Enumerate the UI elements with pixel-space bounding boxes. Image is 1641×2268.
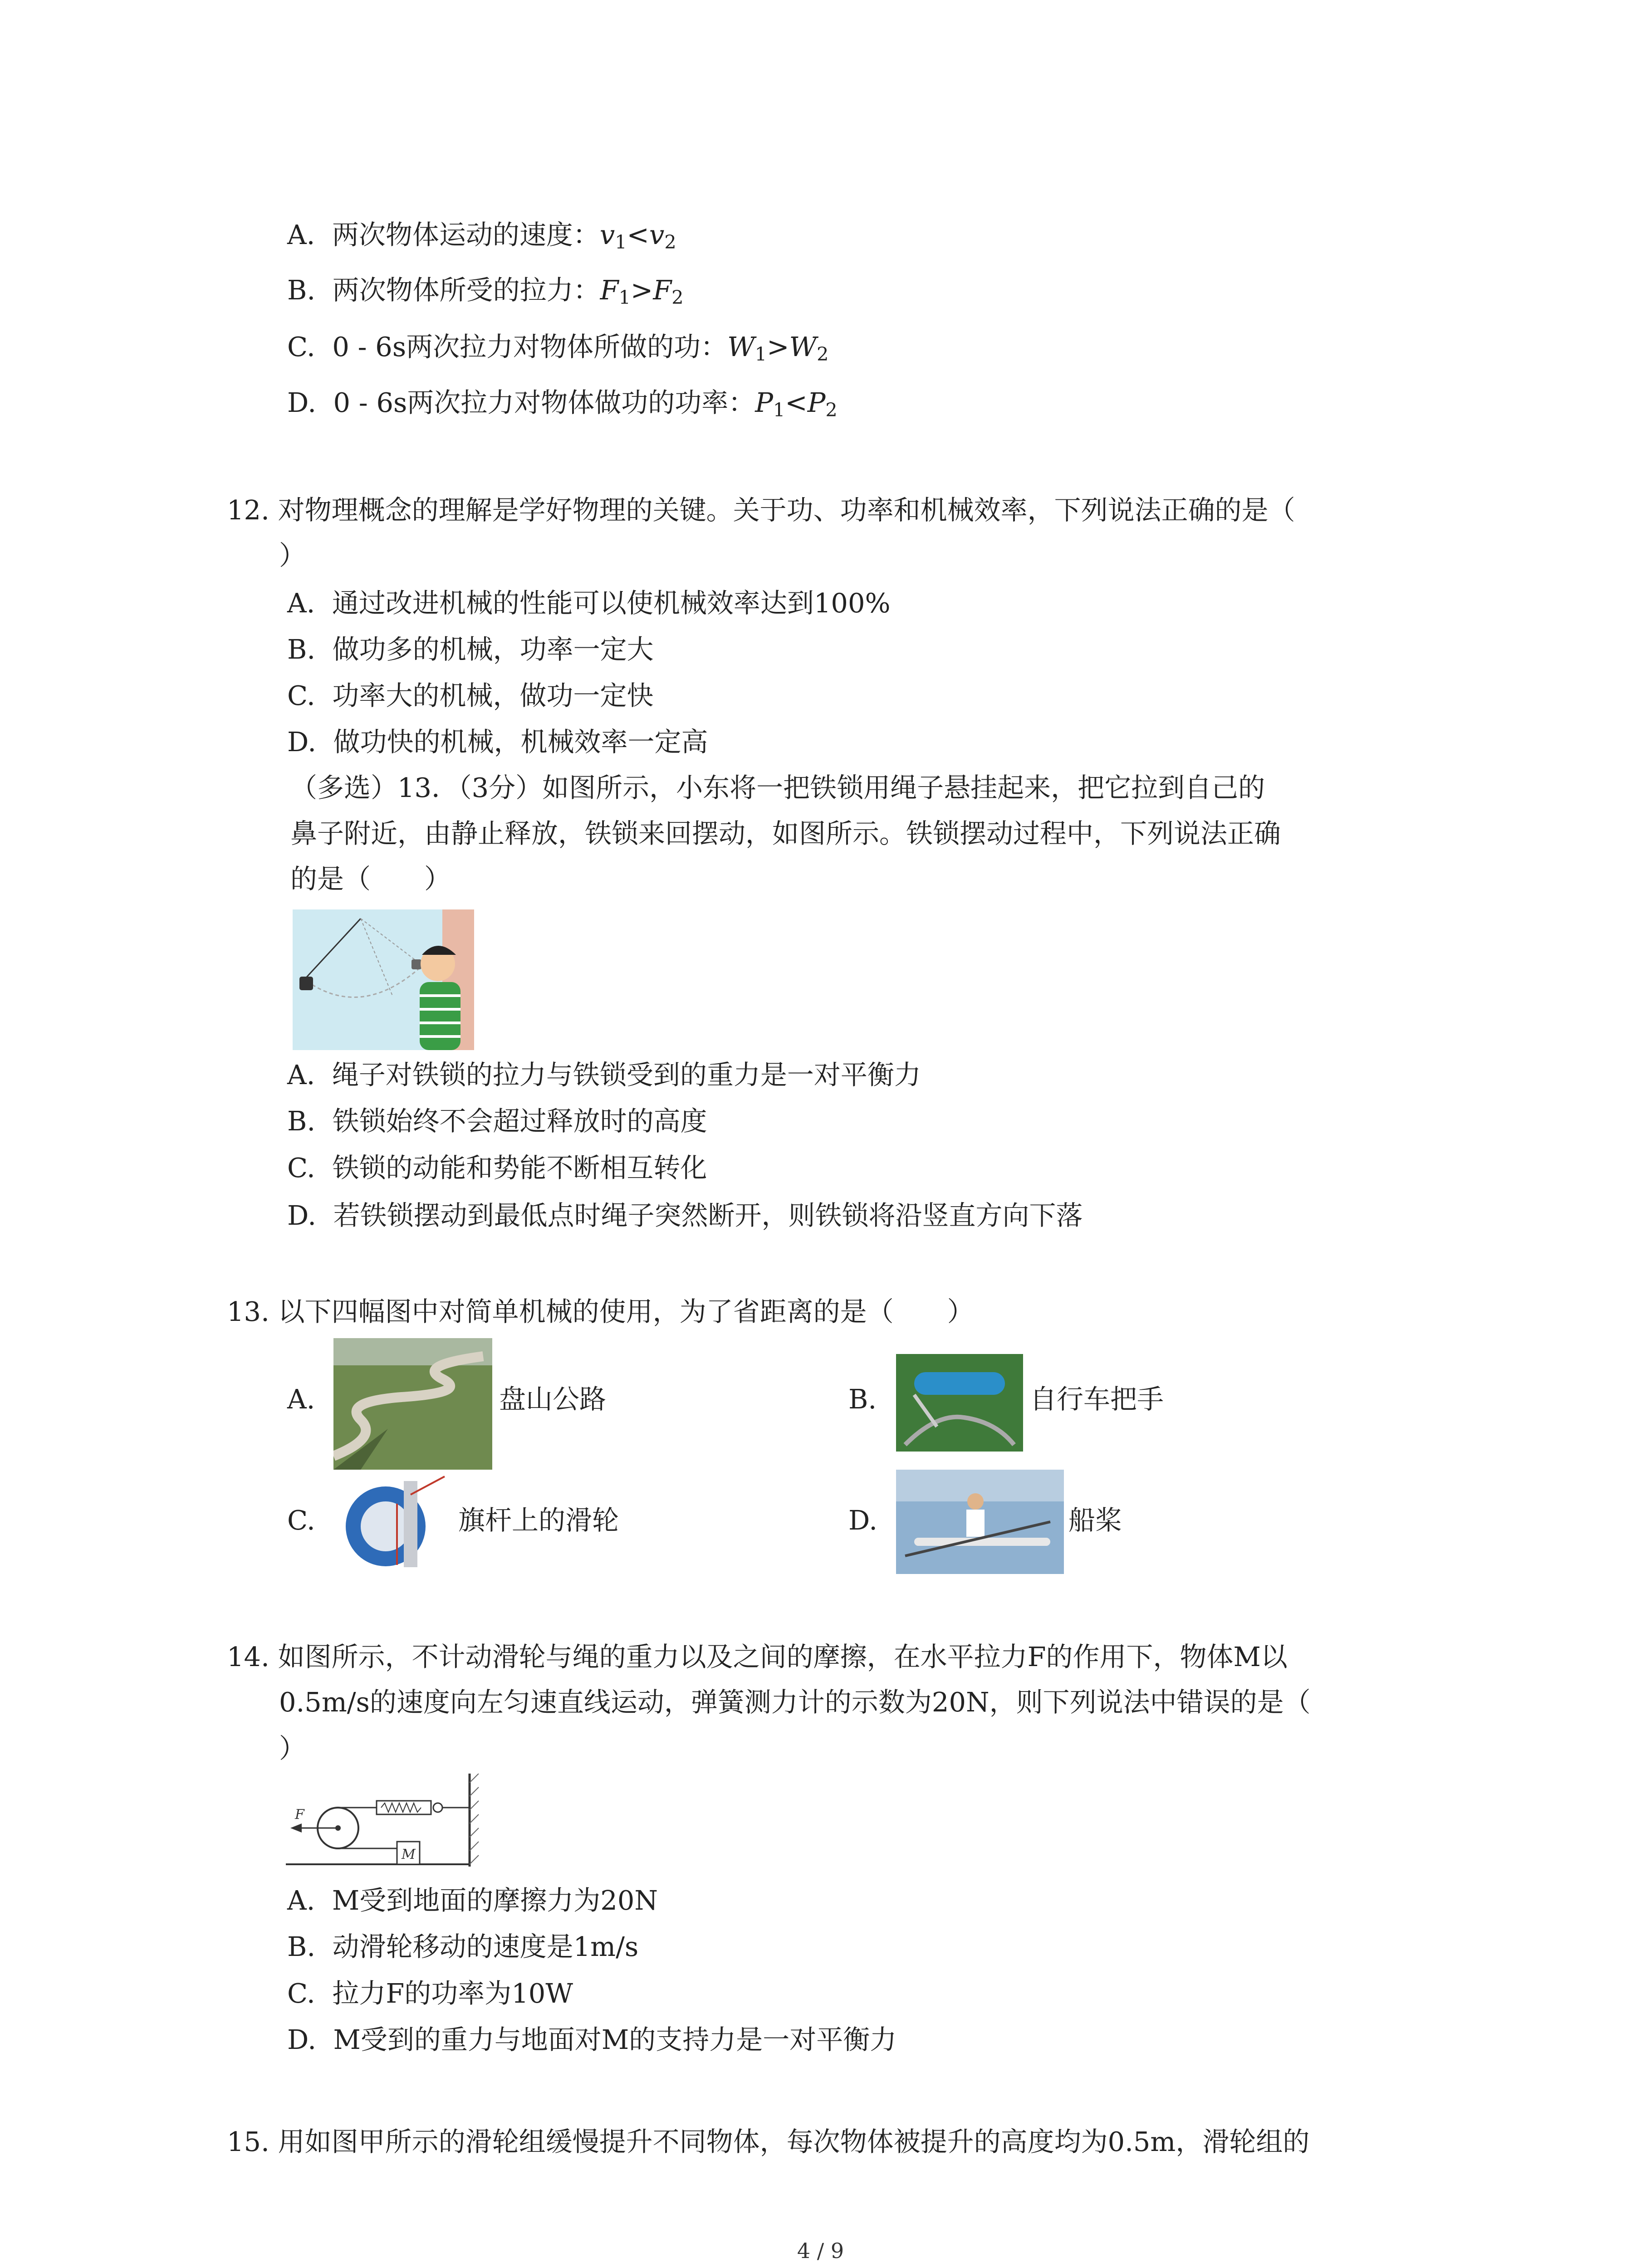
page-number: 4 / 9 (797, 2239, 844, 2263)
q13-multi-option-c: C. 铁锁的动能和势能不断相互转化 (287, 1152, 707, 1183)
q13-option-c-label: 旗杆上的滑轮 (458, 1505, 619, 1536)
q12-option-b: B. 做功多的机械，功率一定大 (287, 634, 654, 665)
q12-stem-line1: 12. 对物理概念的理解是学好物理的关键。关于功、功率和机械效率，下列说法正确的是（ (227, 494, 1295, 526)
q12-option-d: D. 做功快的机械，机械效率一定高 (287, 726, 708, 758)
pendulum-lock-figure (293, 909, 474, 1050)
figure-label-m: M (402, 1847, 416, 1862)
q14-stem-line1: 14. 如图所示，不计动滑轮与绳的重力以及之间的摩擦，在水平拉力F的作用下，物体M以 (227, 1641, 1288, 1672)
q14-stem-line2: 0.5m/s的速度向左匀速直线运动，弹簧测力计的示数为20N，则下列说法中错误的是（ (279, 1686, 1311, 1718)
q11-option-b: B. 两次物体所受的拉力：F1>F2 (287, 274, 684, 309)
q13-option-c-letter: C. (287, 1505, 315, 1536)
q14-option-c: C. 拉力F的功率为10W (287, 1978, 573, 2009)
q13-multi-option-d: D. 若铁锁摆动到最低点时绳子突然断开，则铁锁将沿竖直方向下落 (287, 1200, 1083, 1231)
rowing-oar-image (896, 1470, 1064, 1574)
q14-option-d: D. M受到的重力与地面对M的支持力是一对平衡力 (287, 2024, 897, 2055)
mountain-road-image (333, 1338, 492, 1470)
q13-multi-option-a: A. 绳子对铁锁的拉力与铁锁受到的重力是一对平衡力 (287, 1059, 921, 1090)
q13-option-b-label: 自行车把手 (1030, 1383, 1164, 1415)
figure-label-f: F (295, 1807, 304, 1823)
q13-option-a-label: 盘山公路 (499, 1383, 607, 1415)
q13-stem: 13. 以下四幅图中对简单机械的使用，为了省距离的是（ ） (227, 1296, 974, 1327)
flagpole-pulley-image (336, 1472, 454, 1569)
q14-option-b: B. 动滑轮移动的速度是1m/s (287, 1931, 639, 1962)
pulley-spring-scale-figure (286, 1774, 481, 1873)
q11-option-a: A. 两次物体运动的速度：v1<v2 (287, 219, 676, 254)
bike-handle-image (896, 1354, 1023, 1452)
q13-multi-stem-line1: （多选）13．（3分）如图所示，小东将一把铁锁用绳子悬挂起来，把它拉到自己的 (290, 772, 1265, 803)
q13-multi-option-b: B. 铁锁始终不会超过释放时的高度 (287, 1105, 707, 1137)
q13-multi-stem-line3: 的是（ ） (290, 863, 451, 894)
q14-option-a: A. M受到地面的摩擦力为20N (287, 1885, 658, 1916)
q14-stem-line3: ） (279, 1733, 306, 1764)
q13-option-d-letter: D. (848, 1505, 877, 1536)
q12-option-c: C. 功率大的机械，做功一定快 (287, 680, 654, 711)
q13-option-b-letter: B. (848, 1383, 877, 1415)
q12-option-a: A. 通过改进机械的性能可以使机械效率达到100% (287, 587, 891, 619)
q11-option-d: D. 0 - 6s两次拉力对物体做功的功率：P1<P2 (287, 387, 838, 421)
q11-option-c: C. 0 - 6s两次拉力对物体所做的功：W1>W2 (287, 331, 829, 366)
q13-option-a-letter: A. (287, 1383, 315, 1415)
q13-option-d-label: 船桨 (1068, 1505, 1122, 1536)
q12-stem-line2: ） (279, 540, 306, 571)
q15-stem-line1: 15. 用如图甲所示的滑轮组缓慢提升不同物体，每次物体被提升的高度均为0.5m，滑轮组的 (227, 2126, 1310, 2157)
q13-multi-stem-line2: 鼻子附近，由静止释放，铁锁来回摆动，如图所示。铁锁摆动过程中，下列说法正确 (290, 818, 1281, 849)
